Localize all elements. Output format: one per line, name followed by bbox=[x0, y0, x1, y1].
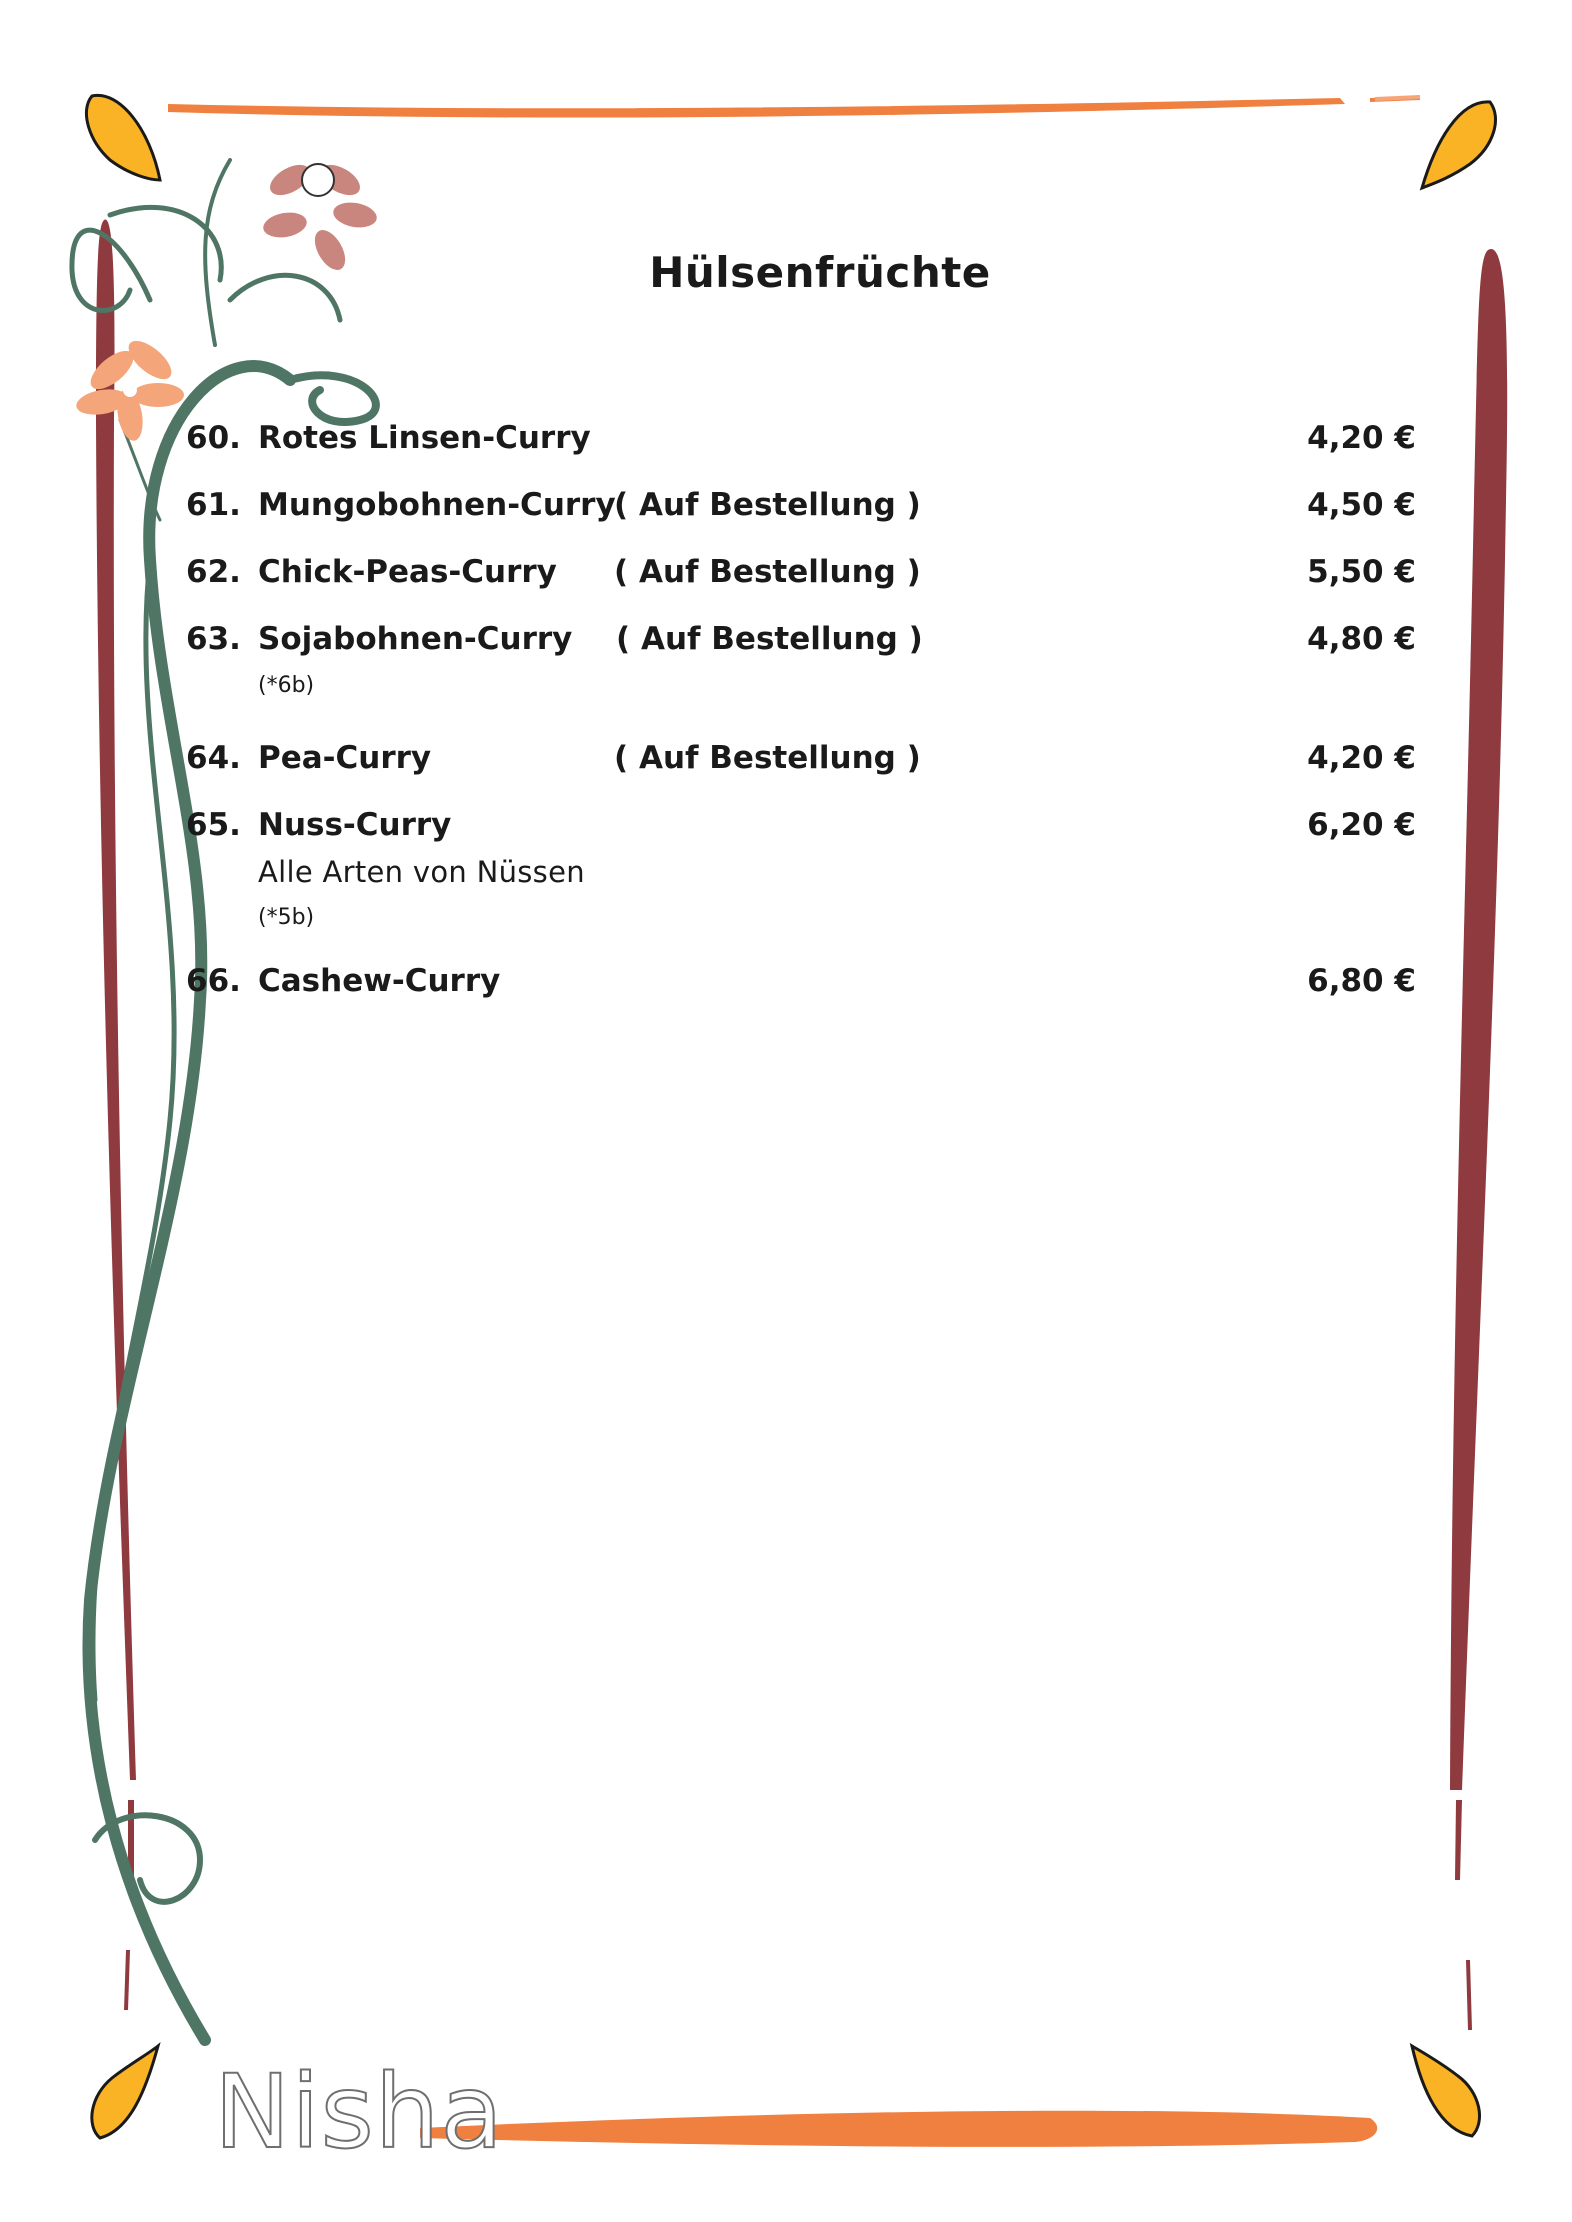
item-name: Mungobohnen-Curry bbox=[258, 487, 616, 523]
item-order-note: ( Auf Bestellung ) bbox=[614, 740, 921, 776]
page-title: Hülsenfrüchte bbox=[649, 248, 991, 297]
item-number: 65. bbox=[186, 807, 241, 843]
item-number: 61. bbox=[186, 487, 241, 523]
item-name: Sojabohnen-Curry bbox=[258, 621, 573, 657]
menu-item bbox=[186, 420, 1416, 480]
item-price: 4,20 € bbox=[1307, 740, 1416, 776]
item-number: 63. bbox=[186, 621, 241, 657]
menu-item bbox=[186, 807, 1416, 937]
item-order-note: ( Auf Bestellung ) bbox=[614, 554, 921, 590]
item-name: Rotes Linsen-Curry bbox=[258, 420, 591, 456]
item-price: 4,80 € bbox=[1307, 621, 1416, 657]
bottom-orange-stroke bbox=[420, 2111, 1377, 2147]
item-price: 6,20 € bbox=[1307, 807, 1416, 843]
menu-item bbox=[186, 740, 1416, 800]
right-maroon-tail bbox=[1455, 1800, 1472, 2030]
item-order-note: ( Auf Bestellung ) bbox=[616, 621, 923, 657]
item-price: 4,20 € bbox=[1307, 420, 1416, 456]
menu-item bbox=[186, 963, 1416, 1023]
item-price: 6,80 € bbox=[1307, 963, 1416, 999]
item-description: Alle Arten von Nüssen bbox=[258, 855, 585, 889]
item-number: 60. bbox=[186, 420, 241, 456]
item-number: 64. bbox=[186, 740, 241, 776]
right-maroon-stroke bbox=[1450, 249, 1507, 1790]
corner-petal-bottom-right bbox=[1412, 2046, 1480, 2136]
menu-item bbox=[186, 621, 1416, 711]
brand-logo-text: Nisha bbox=[214, 2053, 504, 2172]
menu-item bbox=[186, 487, 1416, 547]
top-orange-stroke bbox=[168, 98, 1345, 118]
item-price: 4,50 € bbox=[1307, 487, 1416, 523]
item-name: Chick-Peas-Curry bbox=[258, 554, 557, 590]
item-number: 66. bbox=[186, 963, 241, 999]
item-name: Cashew-Curry bbox=[258, 963, 501, 999]
item-name: Pea-Curry bbox=[258, 740, 432, 776]
item-allergen-code: (*6b) bbox=[258, 673, 315, 698]
item-price: 5,50 € bbox=[1307, 554, 1416, 590]
item-number: 62. bbox=[186, 554, 241, 590]
menu-item bbox=[186, 554, 1416, 614]
corner-petal-bottom-left bbox=[92, 2046, 158, 2138]
corner-petal-top-left bbox=[86, 95, 160, 180]
item-allergen-code: (*5b) bbox=[258, 905, 315, 930]
flower-bud bbox=[302, 164, 334, 196]
corner-petal-top-right bbox=[1422, 102, 1496, 188]
item-name: Nuss-Curry bbox=[258, 807, 452, 843]
item-order-note: ( Auf Bestellung ) bbox=[614, 487, 921, 523]
